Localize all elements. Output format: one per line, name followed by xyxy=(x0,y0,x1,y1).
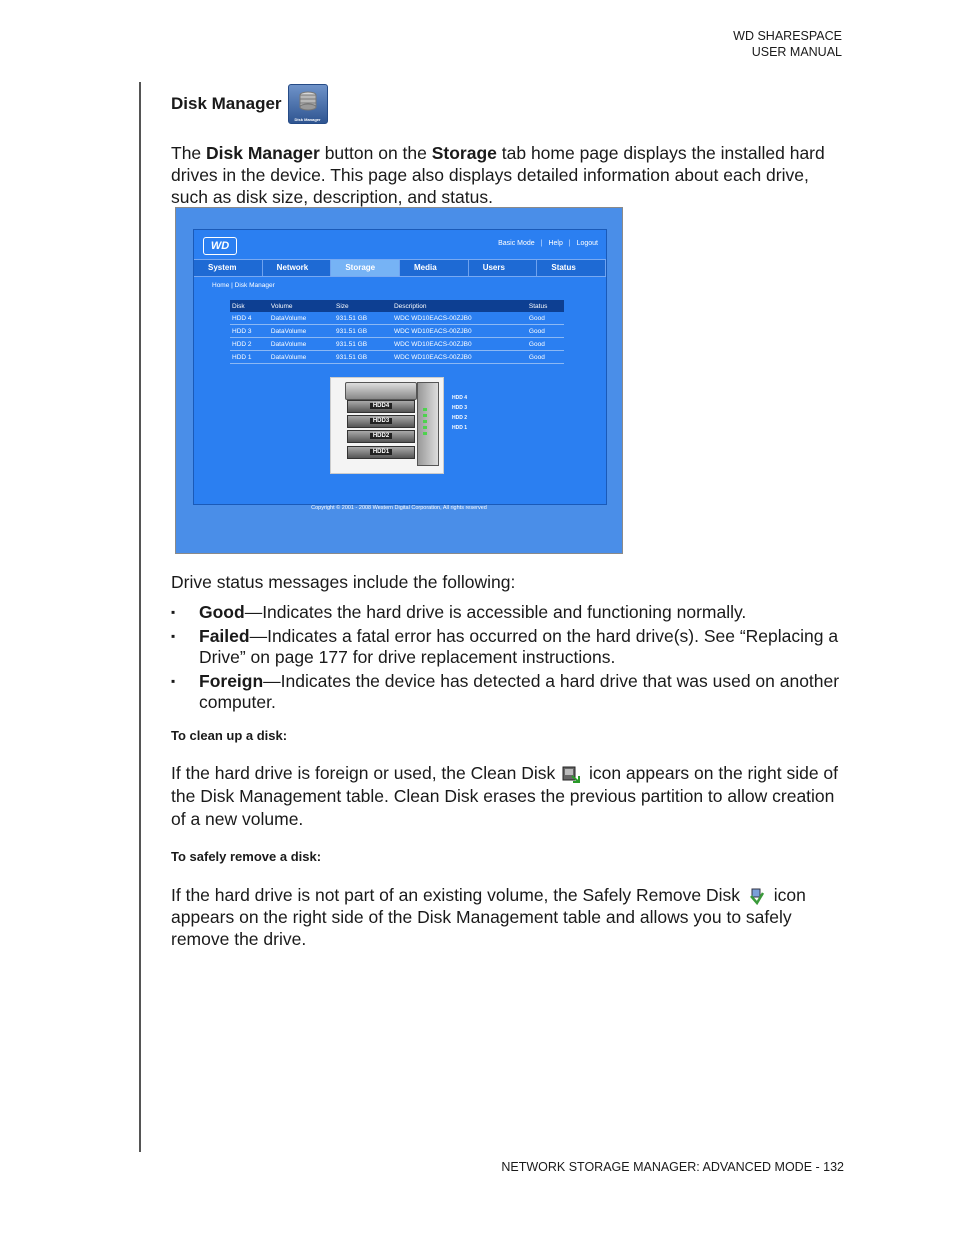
status-led xyxy=(423,420,427,423)
col-disk: Disk xyxy=(230,300,269,312)
section-title-text: Disk Manager xyxy=(171,94,282,113)
disk-manager-screenshot xyxy=(175,207,623,554)
top-links: Basic Mode | Help | Logout xyxy=(498,240,598,247)
list-item: ▪ Failed—Indicates a fatal error has occurred on the hard drive(s). See “Replacing a Drive” on page 177 for drive replacement instructions. xyxy=(171,626,843,668)
logout-link[interactable]: Logout xyxy=(576,240,598,247)
help-link[interactable]: Help xyxy=(548,240,563,247)
disk-manager-icon xyxy=(288,84,328,124)
copyright: Copyright © 2001 - 2008 Western Digital Corporation, All rights reserved xyxy=(311,505,487,511)
drive-bay-2: HDD2 xyxy=(347,430,415,443)
margin-rule xyxy=(139,82,141,1152)
drive-bay-4: HDD4 xyxy=(347,400,415,413)
bay-label-3: HDD 3 xyxy=(452,405,468,411)
safely-remove-disk-icon xyxy=(747,887,767,905)
status-led xyxy=(423,426,427,429)
section-title xyxy=(171,84,843,124)
breadcrumb: Home | Disk Manager xyxy=(212,282,275,289)
status-led xyxy=(423,408,427,411)
header-line2: USER MANUAL xyxy=(751,45,842,59)
header-line1: WD SHARESPACE xyxy=(733,29,842,43)
basic-mode-link[interactable]: Basic Mode xyxy=(498,240,535,247)
bay-label-1: HDD 1 xyxy=(452,425,468,431)
running-footer: NETWORK STORAGE MANAGER: ADVANCED MODE - 132 xyxy=(501,1160,844,1174)
bay-label-2: HDD 2 xyxy=(452,415,468,421)
running-header xyxy=(733,28,842,60)
table-row: HDD 2 DataVolume 931.51 GB WDC WD10EACS-00ZJB0 Good xyxy=(230,338,564,351)
nas-top-panel xyxy=(345,382,417,400)
wd-logo: WD xyxy=(203,237,237,255)
tab-status[interactable]: Status xyxy=(537,260,606,276)
col-volume: Volume xyxy=(269,300,334,312)
status-led xyxy=(423,414,427,417)
status-led xyxy=(423,432,427,435)
table-row: HDD 1 DataVolume 931.51 GB WDC WD10EACS-00ZJB0 Good xyxy=(230,351,564,364)
nas-side-panel xyxy=(417,382,439,466)
app-window xyxy=(193,229,607,505)
tab-system[interactable]: System xyxy=(194,260,263,276)
tab-storage[interactable]: Storage xyxy=(331,260,400,276)
intro-paragraph: The Disk Manager button on the Storage tab home page displays the installed hard drives in the device. This page also displays detailed information about each drive, such as disk size, description, and status. xyxy=(171,143,825,207)
status-intro: Drive status messages include the following: xyxy=(171,572,516,592)
drive-bay-1: HDD1 xyxy=(347,446,415,459)
table-row: HDD 4 DataVolume 931.51 GB WDC WD10EACS-00ZJB0 Good xyxy=(230,312,564,325)
nas-device-image xyxy=(330,377,444,474)
col-description: Description xyxy=(392,300,527,312)
col-size: Size xyxy=(334,300,392,312)
list-item: ▪ Good—Indicates the hard drive is accessible and functioning normally. xyxy=(171,602,843,623)
list-item: ▪ Foreign—Indicates the device has detected a hard drive that was used on another computer. xyxy=(171,671,843,713)
bay-label-4: HDD 4 xyxy=(452,395,468,401)
clean-heading: To clean up a disk: xyxy=(171,728,288,743)
remove-heading: To safely remove a disk: xyxy=(171,849,322,864)
tab-network[interactable]: Network xyxy=(263,260,332,276)
tab-media[interactable]: Media xyxy=(400,260,469,276)
clean-paragraph: If the hard drive is foreign or used, the Clean Disk icon appears on the right side of the Disk Management table. Clean Disk erases the previous partition to allow creation of a new volume. xyxy=(171,763,839,829)
table-row: HDD 3 DataVolume 931.51 GB WDC WD10EACS-00ZJB0 Good xyxy=(230,325,564,338)
disk-table xyxy=(230,300,564,364)
drive-bay-3: HDD3 xyxy=(347,415,415,428)
status-list xyxy=(171,602,843,716)
main-tabs xyxy=(194,259,606,277)
main-content xyxy=(171,84,843,208)
tab-users[interactable]: Users xyxy=(469,260,538,276)
clean-disk-icon xyxy=(562,765,582,783)
col-status: Status xyxy=(527,300,564,312)
icon-caption: Disk Manager xyxy=(294,117,321,122)
remove-paragraph: If the hard drive is not part of an existing volume, the Safely Remove Disk icon appears on the right side of the Disk Management table and allows you to safely remove the drive. xyxy=(171,885,806,949)
